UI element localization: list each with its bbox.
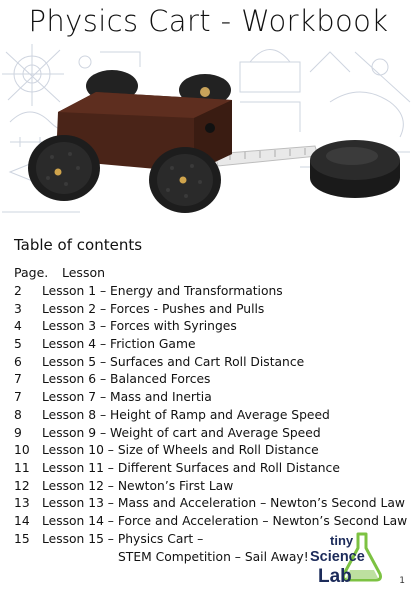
toc-item xyxy=(14,301,414,319)
column-page: Page. xyxy=(14,265,49,280)
toc-continuation: STEM Competition – Sail Away! xyxy=(118,550,309,564)
toc-lesson: Lesson 12 – Newton’s First Law xyxy=(42,478,234,493)
toc-lesson: Lesson 11 – Different Surfaces and Roll Distance xyxy=(42,460,340,475)
toc-lesson: Lesson 8 – Height of Ramp and Average Speed xyxy=(42,407,330,422)
toc-page: 10 xyxy=(14,443,30,458)
toc-page: 8 xyxy=(14,407,22,422)
toc-lesson: Lesson 9 – Weight of cart and Average Speed xyxy=(42,425,321,440)
toc-page: 2 xyxy=(14,284,22,298)
toc-item xyxy=(14,371,414,389)
logo-line1: tiny xyxy=(330,533,354,548)
toc-item xyxy=(14,354,414,372)
toc-item xyxy=(14,425,414,443)
toc-item xyxy=(14,283,414,301)
toc-item xyxy=(14,318,414,336)
toc-item xyxy=(14,336,414,354)
toc-lesson: Lesson 2 – Forces - Pushes and Pulls xyxy=(42,301,265,316)
toc-page: 11 xyxy=(14,460,30,475)
toc-page: 4 xyxy=(14,319,22,334)
toc-item xyxy=(14,460,414,478)
logo-line2: Science xyxy=(310,549,365,565)
toc-page: 15 xyxy=(14,531,30,546)
toc-lesson: Lesson 1 – Energy and Transformations xyxy=(42,284,283,298)
toc-lesson: Lesson 7 – Mass and Inertia xyxy=(42,390,212,405)
toc-lesson: Lesson 10 – Size of Wheels and Roll Distance xyxy=(42,443,319,458)
toc-item xyxy=(14,407,414,425)
toc-page: 6 xyxy=(14,354,22,369)
toc-page: 9 xyxy=(14,425,22,440)
toc-lesson: Lesson 15 – Physics Cart – xyxy=(42,531,204,546)
toc-lesson: Lesson 3 – Forces with Syringes xyxy=(42,319,237,334)
page-number: 1 xyxy=(399,576,405,586)
toc-heading: Table of contents xyxy=(14,236,143,254)
toc-page: 3 xyxy=(14,301,22,316)
tiny-science-lab-logo xyxy=(308,528,390,590)
toc-page: 7 xyxy=(14,390,22,405)
page-title: Physics Cart - Workbook xyxy=(28,4,389,38)
toc-lesson: Lesson 5 – Surfaces and Cart Roll Distance xyxy=(42,354,305,369)
toc-item xyxy=(14,478,414,496)
toc-item xyxy=(14,495,414,513)
column-lesson: Lesson xyxy=(62,265,106,280)
toc-page: 14 xyxy=(14,513,30,528)
toc-page: 5 xyxy=(14,337,22,352)
toc-list xyxy=(14,283,414,548)
physics-cart-photo xyxy=(0,42,417,232)
toc-item xyxy=(14,389,414,407)
toc-column-headers xyxy=(14,265,105,280)
toc-lesson: Lesson 14 – Force and Acceleration – Newton’s Second Law xyxy=(42,513,408,528)
toc-page: 12 xyxy=(14,478,30,493)
toc-page: 7 xyxy=(14,372,22,387)
toc-lesson: Lesson 13 – Mass and Acceleration – Newton’s Second Law xyxy=(42,496,405,511)
toc-item xyxy=(14,442,414,460)
logo-line3: Lab xyxy=(318,566,352,587)
toc-lesson: Lesson 6 – Balanced Forces xyxy=(42,372,211,387)
toc-lesson: Lesson 4 – Friction Game xyxy=(42,337,196,352)
toc-page: 13 xyxy=(14,496,30,511)
